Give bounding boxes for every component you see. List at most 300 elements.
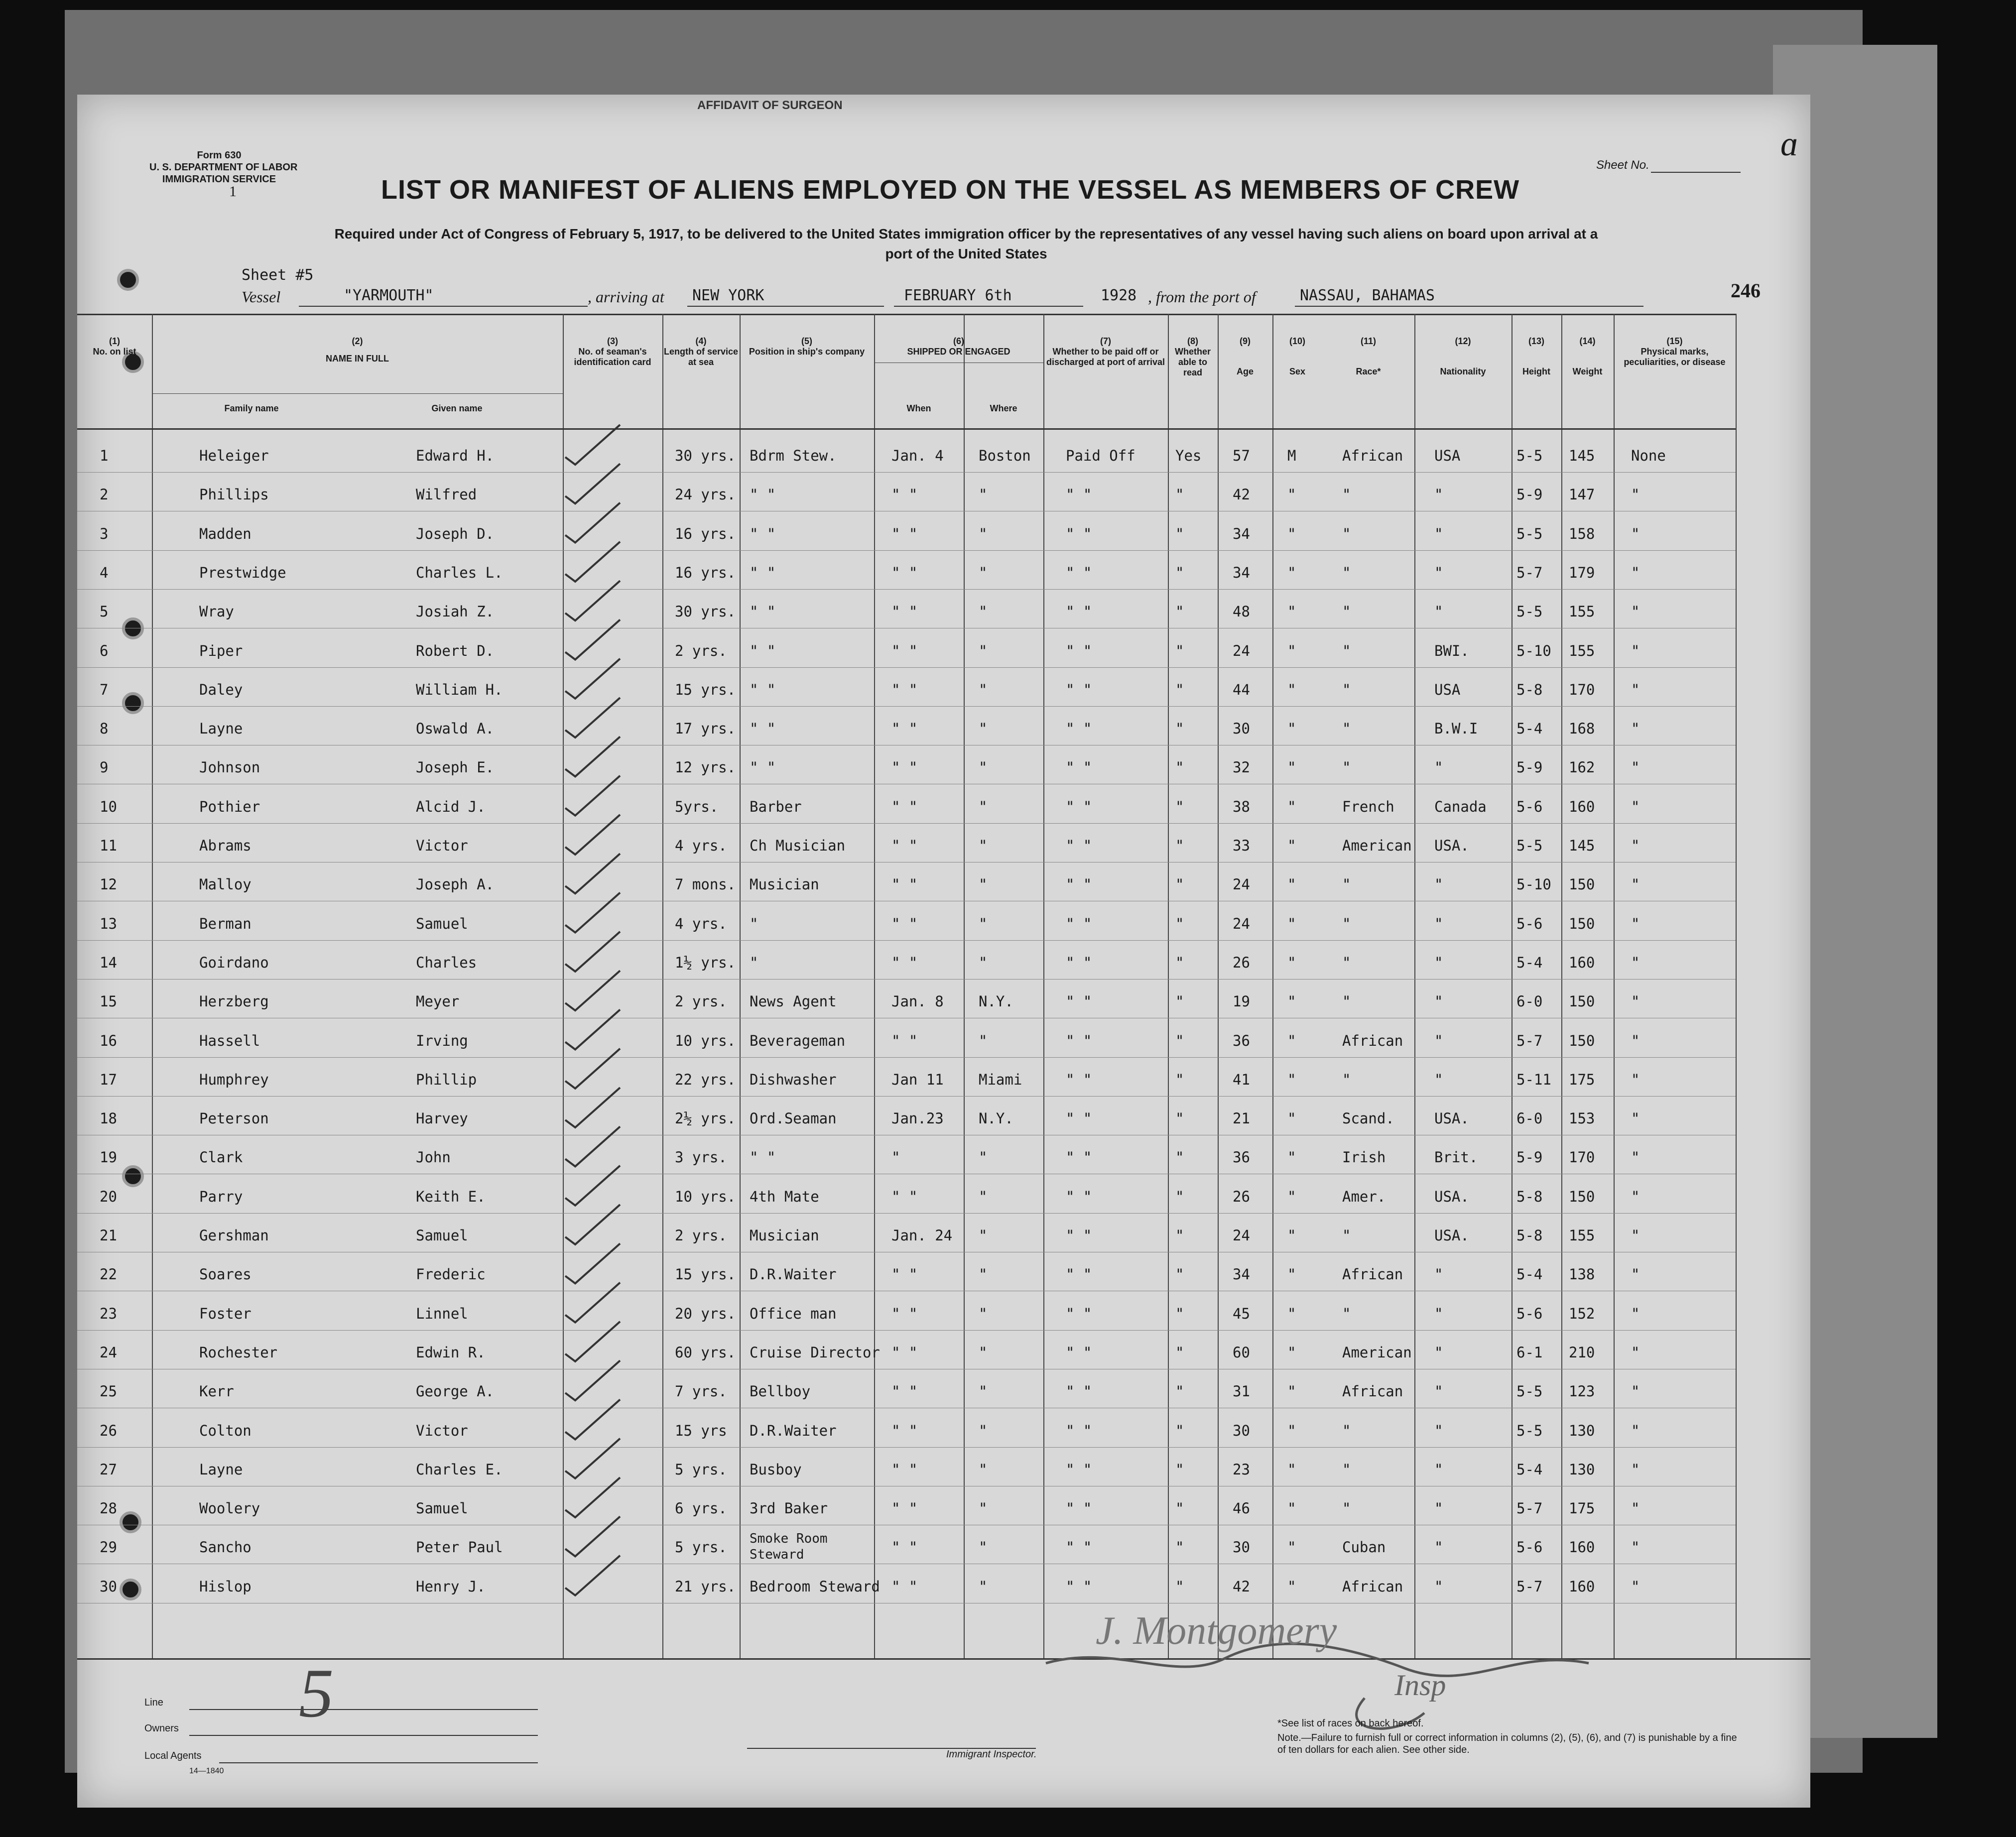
check-mark — [565, 1283, 620, 1323]
cell-age: 30 — [1233, 720, 1250, 737]
col-num: (7) — [1100, 336, 1111, 346]
cell-able-to-read: " — [1175, 1539, 1184, 1556]
cell-service-length: 30 yrs. — [675, 603, 736, 620]
cell-physical-marks: " — [1631, 1266, 1640, 1283]
check-mark — [565, 1166, 620, 1206]
cell-able-to-read: " — [1175, 1149, 1184, 1166]
cell-family-name: Daley — [199, 681, 243, 698]
cell-paid-off: " " — [1066, 915, 1092, 932]
cell-service-length: 60 yrs. — [675, 1344, 736, 1361]
owners-field — [189, 1735, 538, 1736]
cell-sex: " — [1287, 603, 1296, 620]
cell-shipped-where: " — [979, 915, 988, 932]
cell-height: 5-5 — [1516, 837, 1543, 854]
cell-shipped-where: " — [979, 798, 988, 815]
cell-family-name: Hassell — [199, 1032, 260, 1049]
cell-weight: 170 — [1569, 1149, 1595, 1166]
col-num: (15) — [1666, 336, 1683, 346]
cell-shipped-where: Boston — [979, 447, 1031, 464]
cell-paid-off: " " — [1066, 1422, 1092, 1439]
cell-sex: " — [1287, 525, 1296, 542]
from-port-label: , from the port of — [1148, 288, 1256, 306]
cell-family-name: Abrams — [199, 837, 252, 854]
cell-height: 6-1 — [1516, 1344, 1543, 1361]
cell-weight: 145 — [1569, 837, 1595, 854]
check-mark — [565, 425, 620, 465]
cell-shipped-when: " — [891, 1149, 900, 1166]
cell-nationality: BWI. — [1434, 642, 1469, 659]
cell-age: 42 — [1233, 1578, 1250, 1595]
cell-shipped-where: " — [979, 1149, 988, 1166]
cell-given-name: Harvey — [416, 1110, 468, 1127]
cell-race: " — [1342, 759, 1351, 776]
cell-paid-off: " " — [1066, 1188, 1092, 1205]
cell-given-name: George A. — [416, 1383, 495, 1400]
cell-able-to-read: " — [1175, 1461, 1184, 1478]
cell-physical-marks: " — [1631, 1071, 1640, 1088]
cell-nationality: " — [1434, 1071, 1443, 1088]
cell-weight: 155 — [1569, 642, 1595, 659]
cell-sex: " — [1287, 1149, 1296, 1166]
cell-sex: " — [1287, 759, 1296, 776]
cell-race: American — [1342, 1344, 1412, 1361]
cell-age: 36 — [1233, 1032, 1250, 1049]
vessel-label: Vessel — [242, 288, 281, 306]
col-divider — [1736, 314, 1737, 1658]
cell-given-name: Wilfred — [416, 486, 477, 503]
cell-able-to-read: " — [1175, 1227, 1184, 1244]
owners-label: Owners — [144, 1723, 179, 1734]
cell-race: " — [1342, 1227, 1351, 1244]
cell-able-to-read: " — [1175, 1422, 1184, 1439]
port-line — [1295, 306, 1643, 307]
check-mark — [565, 932, 620, 972]
cell-able-to-read: " — [1175, 720, 1184, 737]
subtitle-line: port of the United States — [885, 246, 1047, 261]
cell-given-name: Henry J. — [416, 1578, 486, 1595]
cell-nationality: Canada — [1434, 798, 1487, 815]
cell-sex: " — [1287, 1266, 1296, 1283]
cell-physical-marks: " — [1631, 1110, 1640, 1127]
cell-shipped-when: " " — [891, 798, 918, 815]
col-divider — [1272, 314, 1273, 1658]
cell-family-name: Clark — [199, 1149, 243, 1166]
cell-weight: 160 — [1569, 1539, 1595, 1556]
cell-weight: 147 — [1569, 486, 1595, 503]
cell-sex: " — [1287, 1188, 1296, 1205]
cell-physical-marks: " — [1631, 876, 1640, 893]
cell-shipped-where: " — [979, 1500, 988, 1517]
cell-nationality: " — [1434, 1461, 1443, 1478]
cell-family-name: Layne — [199, 720, 243, 737]
cell-row-number: 4 — [100, 564, 109, 581]
check-mark — [565, 1556, 620, 1595]
cell-age: 23 — [1233, 1461, 1250, 1478]
cell-shipped-when: " " — [891, 1266, 918, 1283]
cell-weight: 130 — [1569, 1422, 1595, 1439]
cell-given-name: Phillip — [416, 1071, 477, 1088]
cell-position: Ch Musician — [750, 837, 846, 854]
cell-race: " — [1342, 525, 1351, 542]
cell-able-to-read: Yes — [1175, 447, 1202, 464]
cell-height: 5-8 — [1516, 1227, 1543, 1244]
cell-position: 3rd Baker — [750, 1500, 828, 1517]
check-mark — [565, 542, 620, 582]
cell-family-name: Piper — [199, 642, 243, 659]
cell-shipped-where: " — [979, 720, 988, 737]
cell-paid-off: " " — [1066, 1266, 1092, 1283]
cell-age: 34 — [1233, 1266, 1250, 1283]
signature-suffix: Insp — [1394, 1669, 1446, 1702]
cell-shipped-when: Jan. 24 — [891, 1227, 953, 1244]
cell-nationality: " — [1434, 525, 1443, 542]
cell-weight: 150 — [1569, 1032, 1595, 1049]
cell-shipped-where: " — [979, 1578, 988, 1595]
cell-paid-off: " " — [1066, 759, 1092, 776]
cell-nationality: " — [1434, 1032, 1443, 1049]
cell-service-length: 5 yrs. — [675, 1539, 727, 1556]
cell-sex: " — [1287, 1578, 1296, 1595]
cell-shipped-where: " — [979, 1461, 988, 1478]
col-label: Height — [1522, 367, 1550, 376]
cell-age: 26 — [1233, 954, 1250, 971]
cell-row-number: 19 — [100, 1149, 117, 1166]
col-divider — [1168, 314, 1169, 1658]
col-divider — [152, 314, 153, 1658]
cell-sex: " — [1287, 1110, 1296, 1127]
col-header-read — [1168, 336, 1218, 378]
cell-physical-marks: " — [1631, 1383, 1640, 1400]
cell-nationality: USA. — [1434, 837, 1469, 854]
cell-paid-off: " " — [1066, 1461, 1092, 1478]
sheet-no-line — [1651, 172, 1741, 173]
check-mark — [565, 698, 620, 737]
cell-weight: 150 — [1569, 993, 1595, 1010]
cell-paid-off: " " — [1066, 642, 1092, 659]
cell-weight: 168 — [1569, 720, 1595, 737]
cell-paid-off: " " — [1066, 603, 1092, 620]
cell-given-name: Linnel — [416, 1305, 468, 1322]
check-mark — [565, 1360, 620, 1400]
sheet-number: Sheet #5 — [242, 266, 314, 284]
cell-race: " — [1342, 1071, 1351, 1088]
cell-paid-off: " " — [1066, 1032, 1092, 1049]
cell-race: " — [1342, 1500, 1351, 1517]
cell-sex: " — [1287, 486, 1296, 503]
cell-row-number: 30 — [100, 1578, 117, 1595]
cell-weight: 170 — [1569, 681, 1595, 698]
col-label: No. of seaman's identification card — [574, 347, 651, 367]
cell-service-length: 15 yrs. — [675, 681, 736, 698]
subtitle-line: Required under Act of Congress of February 5, 1917, to be delivered to the United States immigration officer by the representatives of any vessel having such aliens on board upon arrival at a — [334, 226, 1598, 242]
cell-shipped-when: " " — [891, 720, 918, 737]
cell-height: 5-6 — [1516, 798, 1543, 815]
cell-paid-off: " " — [1066, 1305, 1092, 1322]
cell-given-name: Robert D. — [416, 642, 495, 659]
cell-shipped-when: Jan. 8 — [891, 993, 944, 1010]
cell-height: 5-5 — [1516, 1422, 1543, 1439]
col-label: Weight — [1572, 367, 1603, 376]
col-num: (8) — [1187, 336, 1198, 346]
cell-race: African — [1342, 1032, 1403, 1049]
vessel-name: "YARMOUTH" — [344, 287, 434, 304]
cell-position: " " — [750, 720, 776, 737]
cell-shipped-when: " " — [891, 1188, 918, 1205]
cell-able-to-read: " — [1175, 954, 1184, 971]
cell-paid-off: " " — [1066, 1110, 1092, 1127]
cell-service-length: 10 yrs. — [675, 1188, 736, 1205]
cell-able-to-read: " — [1175, 1188, 1184, 1205]
cell-race: " — [1342, 642, 1351, 659]
col-label: Race* — [1356, 367, 1381, 376]
cell-age: 34 — [1233, 564, 1250, 581]
sheet-no-label: Sheet No. — [1596, 158, 1649, 172]
sheet-corner-mark: 1 — [229, 183, 237, 200]
col-num: (5) — [801, 336, 812, 346]
cell-service-length: 3 yrs. — [675, 1149, 727, 1166]
cell-position: " — [750, 954, 758, 971]
cell-race: African — [1342, 1578, 1403, 1595]
cell-position: Barber — [750, 798, 802, 815]
cell-row-number: 15 — [100, 993, 117, 1010]
cell-nationality: USA — [1434, 447, 1461, 464]
cell-given-name: Charles E. — [416, 1461, 503, 1478]
cell-service-length: 2½ yrs. — [675, 1110, 736, 1127]
cell-able-to-read: " — [1175, 1305, 1184, 1322]
cell-shipped-when: " " — [891, 525, 918, 542]
check-mark — [565, 659, 620, 699]
cell-height: 5-5 — [1516, 1383, 1543, 1400]
cell-nationality: " — [1434, 993, 1443, 1010]
cell-shipped-when: " " — [891, 837, 918, 854]
cell-service-length: 2 yrs. — [675, 993, 727, 1010]
cell-family-name: Foster — [199, 1305, 252, 1322]
cell-able-to-read: " — [1175, 837, 1184, 854]
col-num: (2) — [352, 336, 363, 346]
col-header-where: Where — [990, 403, 1017, 413]
agents-label: Local Agents — [144, 1750, 202, 1761]
cell-service-length: 6 yrs. — [675, 1500, 727, 1517]
cell-given-name: Samuel — [416, 1500, 468, 1517]
cell-position: Bdrm Stew. — [750, 447, 837, 464]
cell-service-length: 2 yrs. — [675, 642, 727, 659]
cell-given-name: Meyer — [416, 993, 460, 1010]
cell-able-to-read: " — [1175, 486, 1184, 503]
cell-race: " — [1342, 915, 1351, 932]
col-label: Position in ship's company — [749, 347, 865, 357]
cell-shipped-when: " " — [891, 681, 918, 698]
cell-service-length: 1½ yrs. — [675, 954, 736, 971]
cell-weight: 175 — [1569, 1500, 1595, 1517]
cell-able-to-read: " — [1175, 1578, 1184, 1595]
cell-height: 5-4 — [1516, 1461, 1543, 1478]
cell-paid-off: " " — [1066, 720, 1092, 737]
cell-able-to-read: " — [1175, 1500, 1184, 1517]
cell-shipped-where: " — [979, 759, 988, 776]
cell-race: " — [1342, 876, 1351, 893]
cell-age: 24 — [1233, 642, 1250, 659]
cell-shipped-where: Miami — [979, 1071, 1022, 1088]
cell-able-to-read: " — [1175, 681, 1184, 698]
col-label: SHIPPED OR ENGAGED — [907, 347, 1010, 357]
cell-physical-marks: " — [1631, 681, 1640, 698]
cell-able-to-read: " — [1175, 1032, 1184, 1049]
cell-given-name: Edwin R. — [416, 1344, 486, 1361]
col-label: Length of service at sea — [663, 347, 739, 367]
cell-weight: 160 — [1569, 798, 1595, 815]
cell-nationality: " — [1434, 1383, 1443, 1400]
cell-family-name: Parry — [199, 1188, 243, 1205]
signature-text: J. Montgomery — [1096, 1609, 1337, 1653]
col-header-no — [77, 336, 152, 357]
cell-position: " — [750, 915, 758, 932]
cell-family-name: Colton — [199, 1422, 252, 1439]
cell-age: 44 — [1233, 681, 1250, 698]
cell-age: 48 — [1233, 603, 1250, 620]
cell-row-number: 27 — [100, 1461, 117, 1478]
cell-shipped-where: " — [979, 1305, 988, 1322]
cell-paid-off: " " — [1066, 1539, 1092, 1556]
cell-position: Beverageman — [750, 1032, 846, 1049]
cell-shipped-where: " — [979, 642, 988, 659]
cell-age: 34 — [1233, 525, 1250, 542]
form-line: Form 630 — [197, 150, 242, 161]
cell-nationality: USA. — [1434, 1227, 1469, 1244]
cell-service-length: 5yrs. — [675, 798, 719, 815]
cell-position: Bellboy — [750, 1383, 811, 1400]
cell-able-to-read: " — [1175, 759, 1184, 776]
cell-height: 5-5 — [1516, 525, 1543, 542]
cell-family-name: Rochester — [199, 1344, 278, 1361]
cell-height: 5-7 — [1516, 1578, 1543, 1595]
cell-sex: " — [1287, 837, 1296, 854]
cell-family-name: Goirdano — [199, 954, 269, 971]
arrival-date: FEBRUARY 6th — [904, 287, 1012, 304]
cell-height: 5-6 — [1516, 1539, 1543, 1556]
cell-height: 5-7 — [1516, 1032, 1543, 1049]
cell-position: Bedroom Steward — [750, 1578, 880, 1595]
cell-weight: 160 — [1569, 1578, 1595, 1595]
cell-age: 36 — [1233, 1149, 1250, 1166]
cell-row-number: 21 — [100, 1227, 117, 1244]
col-label: Whether to be paid off or discharged at port of arrival — [1046, 347, 1165, 367]
cell-shipped-when: " " — [891, 876, 918, 893]
cell-race: " — [1342, 954, 1351, 971]
cell-row-number: 14 — [100, 954, 117, 971]
cell-row-number: 10 — [100, 798, 117, 815]
col-label: Whether able to read — [1175, 347, 1211, 377]
cell-shipped-when: Jan. 4 — [891, 447, 944, 464]
cell-row-number: 12 — [100, 876, 117, 893]
cell-row-number: 22 — [100, 1266, 117, 1283]
cell-physical-marks: " — [1631, 1032, 1640, 1049]
cell-race: American — [1342, 837, 1412, 854]
cell-position: News Agent — [750, 993, 837, 1010]
cell-shipped-when: " " — [891, 1422, 918, 1439]
cell-family-name: Pothier — [199, 798, 260, 815]
cell-weight: 158 — [1569, 525, 1595, 542]
crew-table — [77, 314, 1810, 1658]
col-num: (12) — [1455, 336, 1471, 346]
cell-height: 5-9 — [1516, 486, 1543, 503]
cell-physical-marks: None — [1631, 447, 1666, 464]
cell-able-to-read: " — [1175, 993, 1184, 1010]
col-header-race — [1322, 336, 1414, 377]
col-label: Sex — [1289, 367, 1306, 376]
cell-row-number: 11 — [100, 837, 117, 854]
cell-physical-marks: " — [1631, 798, 1640, 815]
cell-paid-off: " " — [1066, 1227, 1092, 1244]
cell-sex: " — [1287, 642, 1296, 659]
cell-given-name: Charles L. — [416, 564, 503, 581]
cell-shipped-when: " " — [891, 1305, 918, 1322]
cell-family-name: Wray — [199, 603, 234, 620]
cell-physical-marks: " — [1631, 1305, 1640, 1322]
cell-height: 5-7 — [1516, 1500, 1543, 1517]
check-mark — [565, 893, 620, 933]
cell-row-number: 6 — [100, 642, 109, 659]
check-mark — [565, 1400, 620, 1440]
cell-race: " — [1342, 564, 1351, 581]
cell-sex: " — [1287, 954, 1296, 971]
cell-nationality: " — [1434, 876, 1443, 893]
cell-physical-marks: " — [1631, 486, 1640, 503]
col-label: Physical marks, peculiarities, or disease — [1624, 347, 1726, 367]
cell-position: Musician — [750, 876, 819, 893]
cell-position: Dishwasher — [750, 1071, 837, 1088]
check-mark — [565, 1205, 620, 1244]
affidavit-heading: AFFIDAVIT OF SURGEON — [697, 99, 843, 112]
cell-row-number: 24 — [100, 1344, 117, 1361]
cell-able-to-read: " — [1175, 1383, 1184, 1400]
form-number — [149, 149, 298, 185]
cell-service-length: 7 mons. — [675, 876, 736, 893]
cell-shipped-where: " — [979, 837, 988, 854]
cell-shipped-where: N.Y. — [979, 1110, 1013, 1127]
cell-race: " — [1342, 681, 1351, 698]
cell-shipped-when: " " — [891, 1500, 918, 1517]
cell-family-name: Kerr — [199, 1383, 234, 1400]
col-divider — [1414, 314, 1415, 1658]
cell-shipped-where: " — [979, 1266, 988, 1283]
cell-physical-marks: " — [1631, 1149, 1640, 1166]
cell-given-name: Joseph E. — [416, 759, 495, 776]
cell-paid-off: " " — [1066, 876, 1092, 893]
cell-height: 5-5 — [1516, 447, 1543, 464]
cell-weight: 123 — [1569, 1383, 1595, 1400]
cell-able-to-read: " — [1175, 603, 1184, 620]
cell-sex: " — [1287, 1344, 1296, 1361]
cell-race: French — [1342, 798, 1394, 815]
cell-sex: " — [1287, 1539, 1296, 1556]
cell-race: Amer. — [1342, 1188, 1386, 1205]
cell-nationality: " — [1434, 759, 1443, 776]
cell-race: " — [1342, 720, 1351, 737]
cell-given-name: Joseph A. — [416, 876, 495, 893]
cell-physical-marks: " — [1631, 1539, 1640, 1556]
cell-sex: " — [1287, 798, 1296, 815]
cell-service-length: 16 yrs. — [675, 525, 736, 542]
cell-service-length: 2 yrs. — [675, 1227, 727, 1244]
col-num: (10) — [1289, 336, 1305, 346]
cell-nationality: " — [1434, 1578, 1443, 1595]
cell-able-to-read: " — [1175, 1266, 1184, 1283]
cell-shipped-where: " — [979, 681, 988, 698]
cell-row-number: 29 — [100, 1539, 117, 1556]
col-label: Age — [1236, 367, 1254, 376]
cell-shipped-when: " " — [891, 1461, 918, 1478]
cell-given-name: Victor — [416, 837, 468, 854]
